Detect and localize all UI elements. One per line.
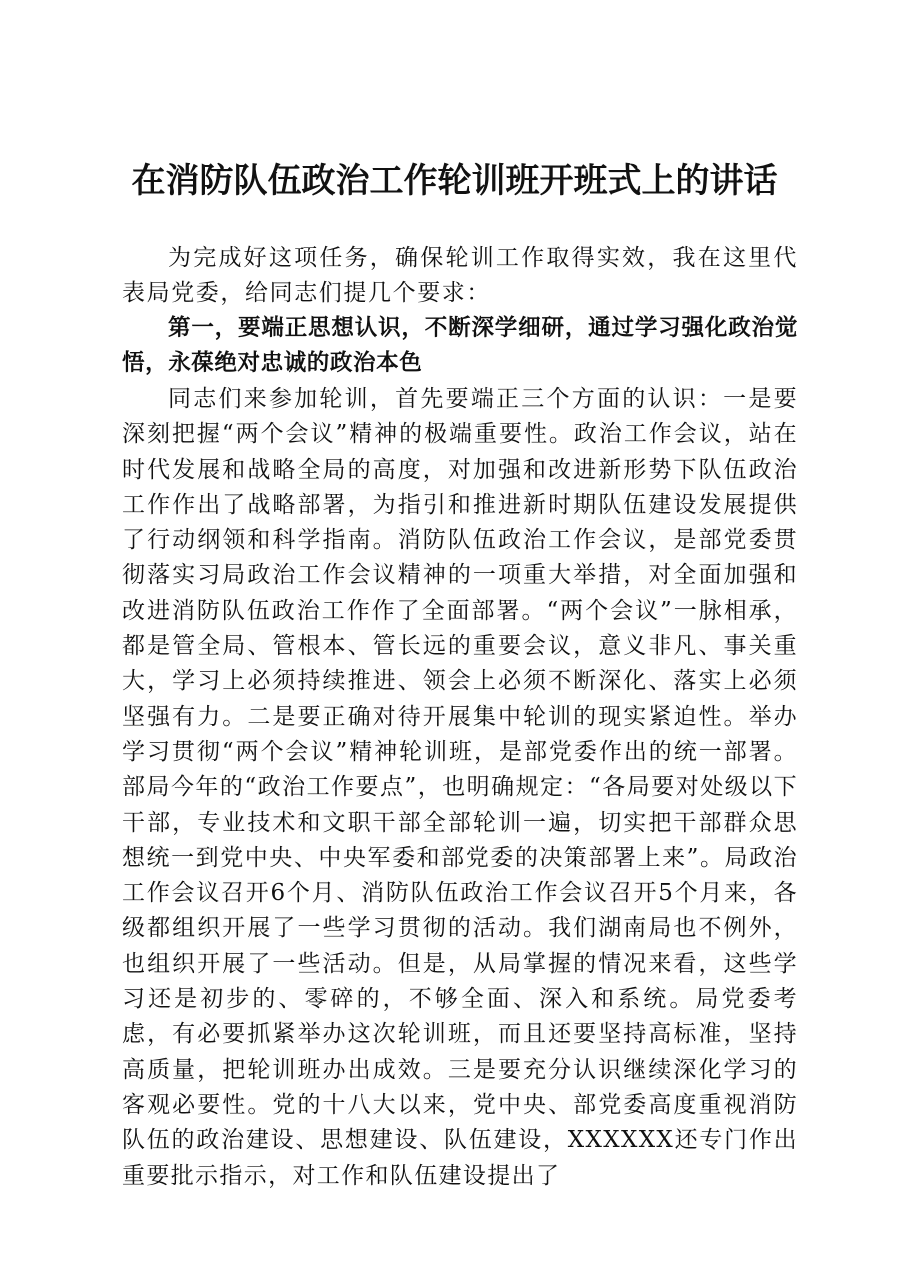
document-title: 在消防队伍政治工作轮训班开班式上的讲话 [131,161,778,201]
body-paragraph-1: 同志们来参加轮训，首先要端正三个方面的认识：一是要深刻把握“两个会议”精神的极端重要性。政治工作会议，站在时代发展和战略全局的高度，对加强和改进新形势下队伍政治工作作出了战略部署，为指引和推进新时期队伍建设发展提供了行动纲领和科学指南。消防队伍政治工作会议，是部党委贯彻落实习局政治工作会议精神的一项重大举措，对全面加强和改进消防队伍政治工作作了全面部署。“两个会议”一脉相承，都是管全局、管根本、管长远的重要会议，意义非凡、事关重大，学习上必须持续推进、领会上必须不断深化、落实上必须坚强有力。二是要正确对待开展集中轮训的现实紧迫性。举办学习贯彻“两个会议”精神轮训班，是部党委作出的统一部署。部局今年的“政治工作要点”，也明确规定：“各局要对处级以下干部，专业技术和文职干部全部轮训一遍，切实把干部群众思想统一到党中央、中央军委和部党委的决策部署上来”。局政治工作会议召开6个月、消防队伍政治工作会议召开5个月来，各级都组织开展了一些学习贯彻的活动。我们湖南局也不例外，也组织开展了一些活动。但是，从局掌握的情况来看，这些学习还是初步的、零碎的，不够全面、深入和系统。局党委考虑，有必要抓紧举办这次轮训班，而且还要坚持高标准，坚持高质量，把轮训班办出成效。三是要充分认识继续深化学习的客观必要性。党的十八大以来，党中央、部党委高度重视消防队伍的政治建设、思想建设、队伍建设，XXXXXX还专门作出重要批示指示，对工作和队伍建设提出了 [122,386,798,1189]
section-heading-1: 第一，要端正思想认识，不断深学细研，通过学习强化政治觉悟，永葆绝对忠诚的政治本色 [122,315,798,377]
intro-paragraph: 为完成好这项任务，确保轮训工作取得实效，我在这里代表局党委，给同志们提几个要求： [122,245,798,307]
